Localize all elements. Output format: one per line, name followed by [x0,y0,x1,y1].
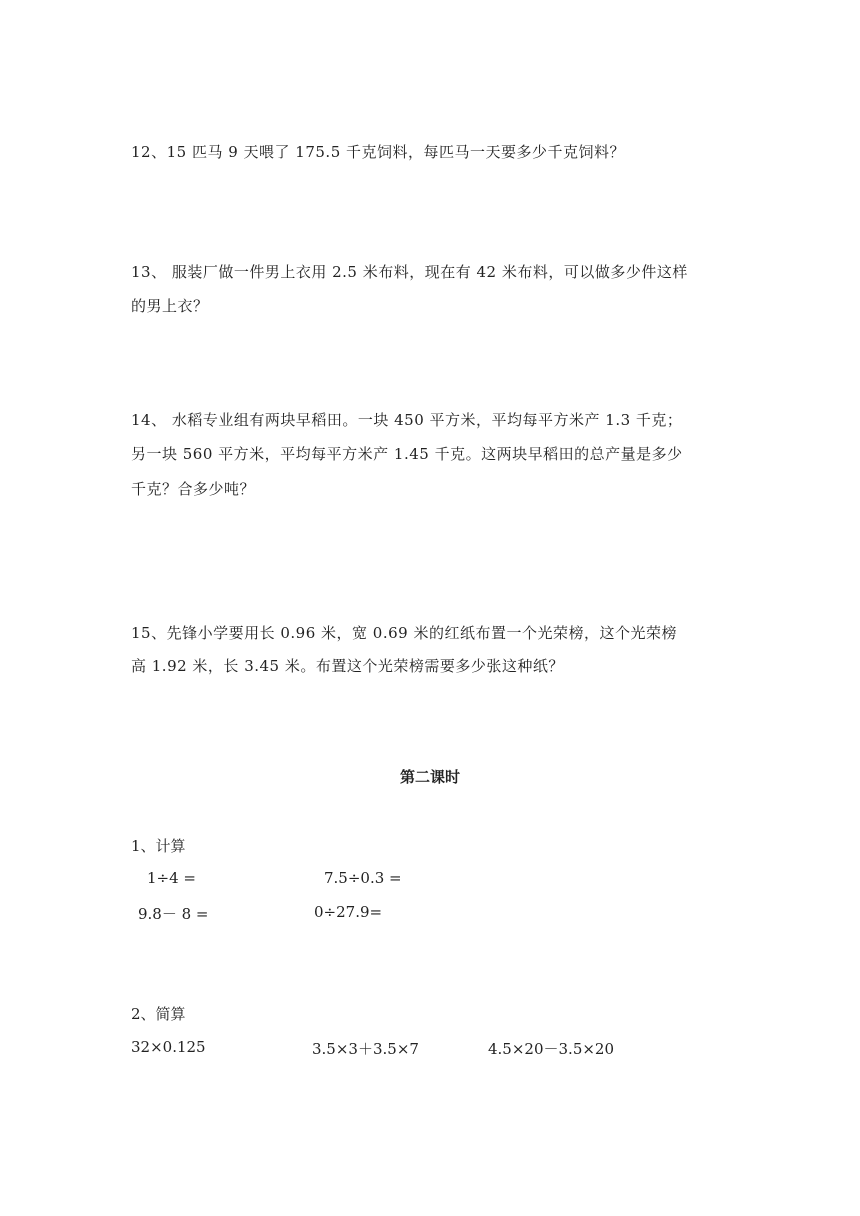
problem-text-line: 另一块 560 平方米，平均每平方米产 1.45 千克。这两块早稻田的总产量是多少 [131,445,683,463]
problem-text-line: 高 1.92 米，长 3.45 米。布置这个光荣榜需要多少张这种纸？ [131,657,564,675]
calc-item: 9.8－ 8 = [138,905,209,923]
problem-text-line: 的男上衣？ [131,297,209,315]
calc-item: 1÷4 = [147,869,196,887]
calc-heading: 1、计算 [131,837,186,855]
problem-text-line: 千克？合多少吨？ [131,480,256,498]
calc-item: 0÷27.9= [314,903,383,921]
calc-item: 7.5÷0.3 = [324,869,402,887]
simplify-item: 4.5×20－3.5×20 [488,1040,615,1058]
problem-text-line: 15、先锋小学要用长 0.96 米，宽 0.69 米的红纸布置一个光荣榜，这个光荣榜 [131,624,677,642]
simplify-item: 3.5×3＋3.5×7 [312,1040,419,1058]
simplify-heading: 2、简算 [131,1005,186,1023]
section-title: 第二课时 [399,768,460,786]
simplify-item: 32×0.125 [131,1038,206,1056]
problem-text-line: 14、 水稻专业组有两块早稻田。一块 450 平方米，平均每平方米产 1.3 千克； [131,411,683,429]
problem-text-line: 12、15 匹马 9 天喂了 175.5 千克饲料，每匹马一天要多少千克饲料？ [131,143,626,161]
problem-text-line: 13、 服装厂做一件男上衣用 2.5 米布料，现在有 42 米布料，可以做多少件这样 [131,263,688,281]
